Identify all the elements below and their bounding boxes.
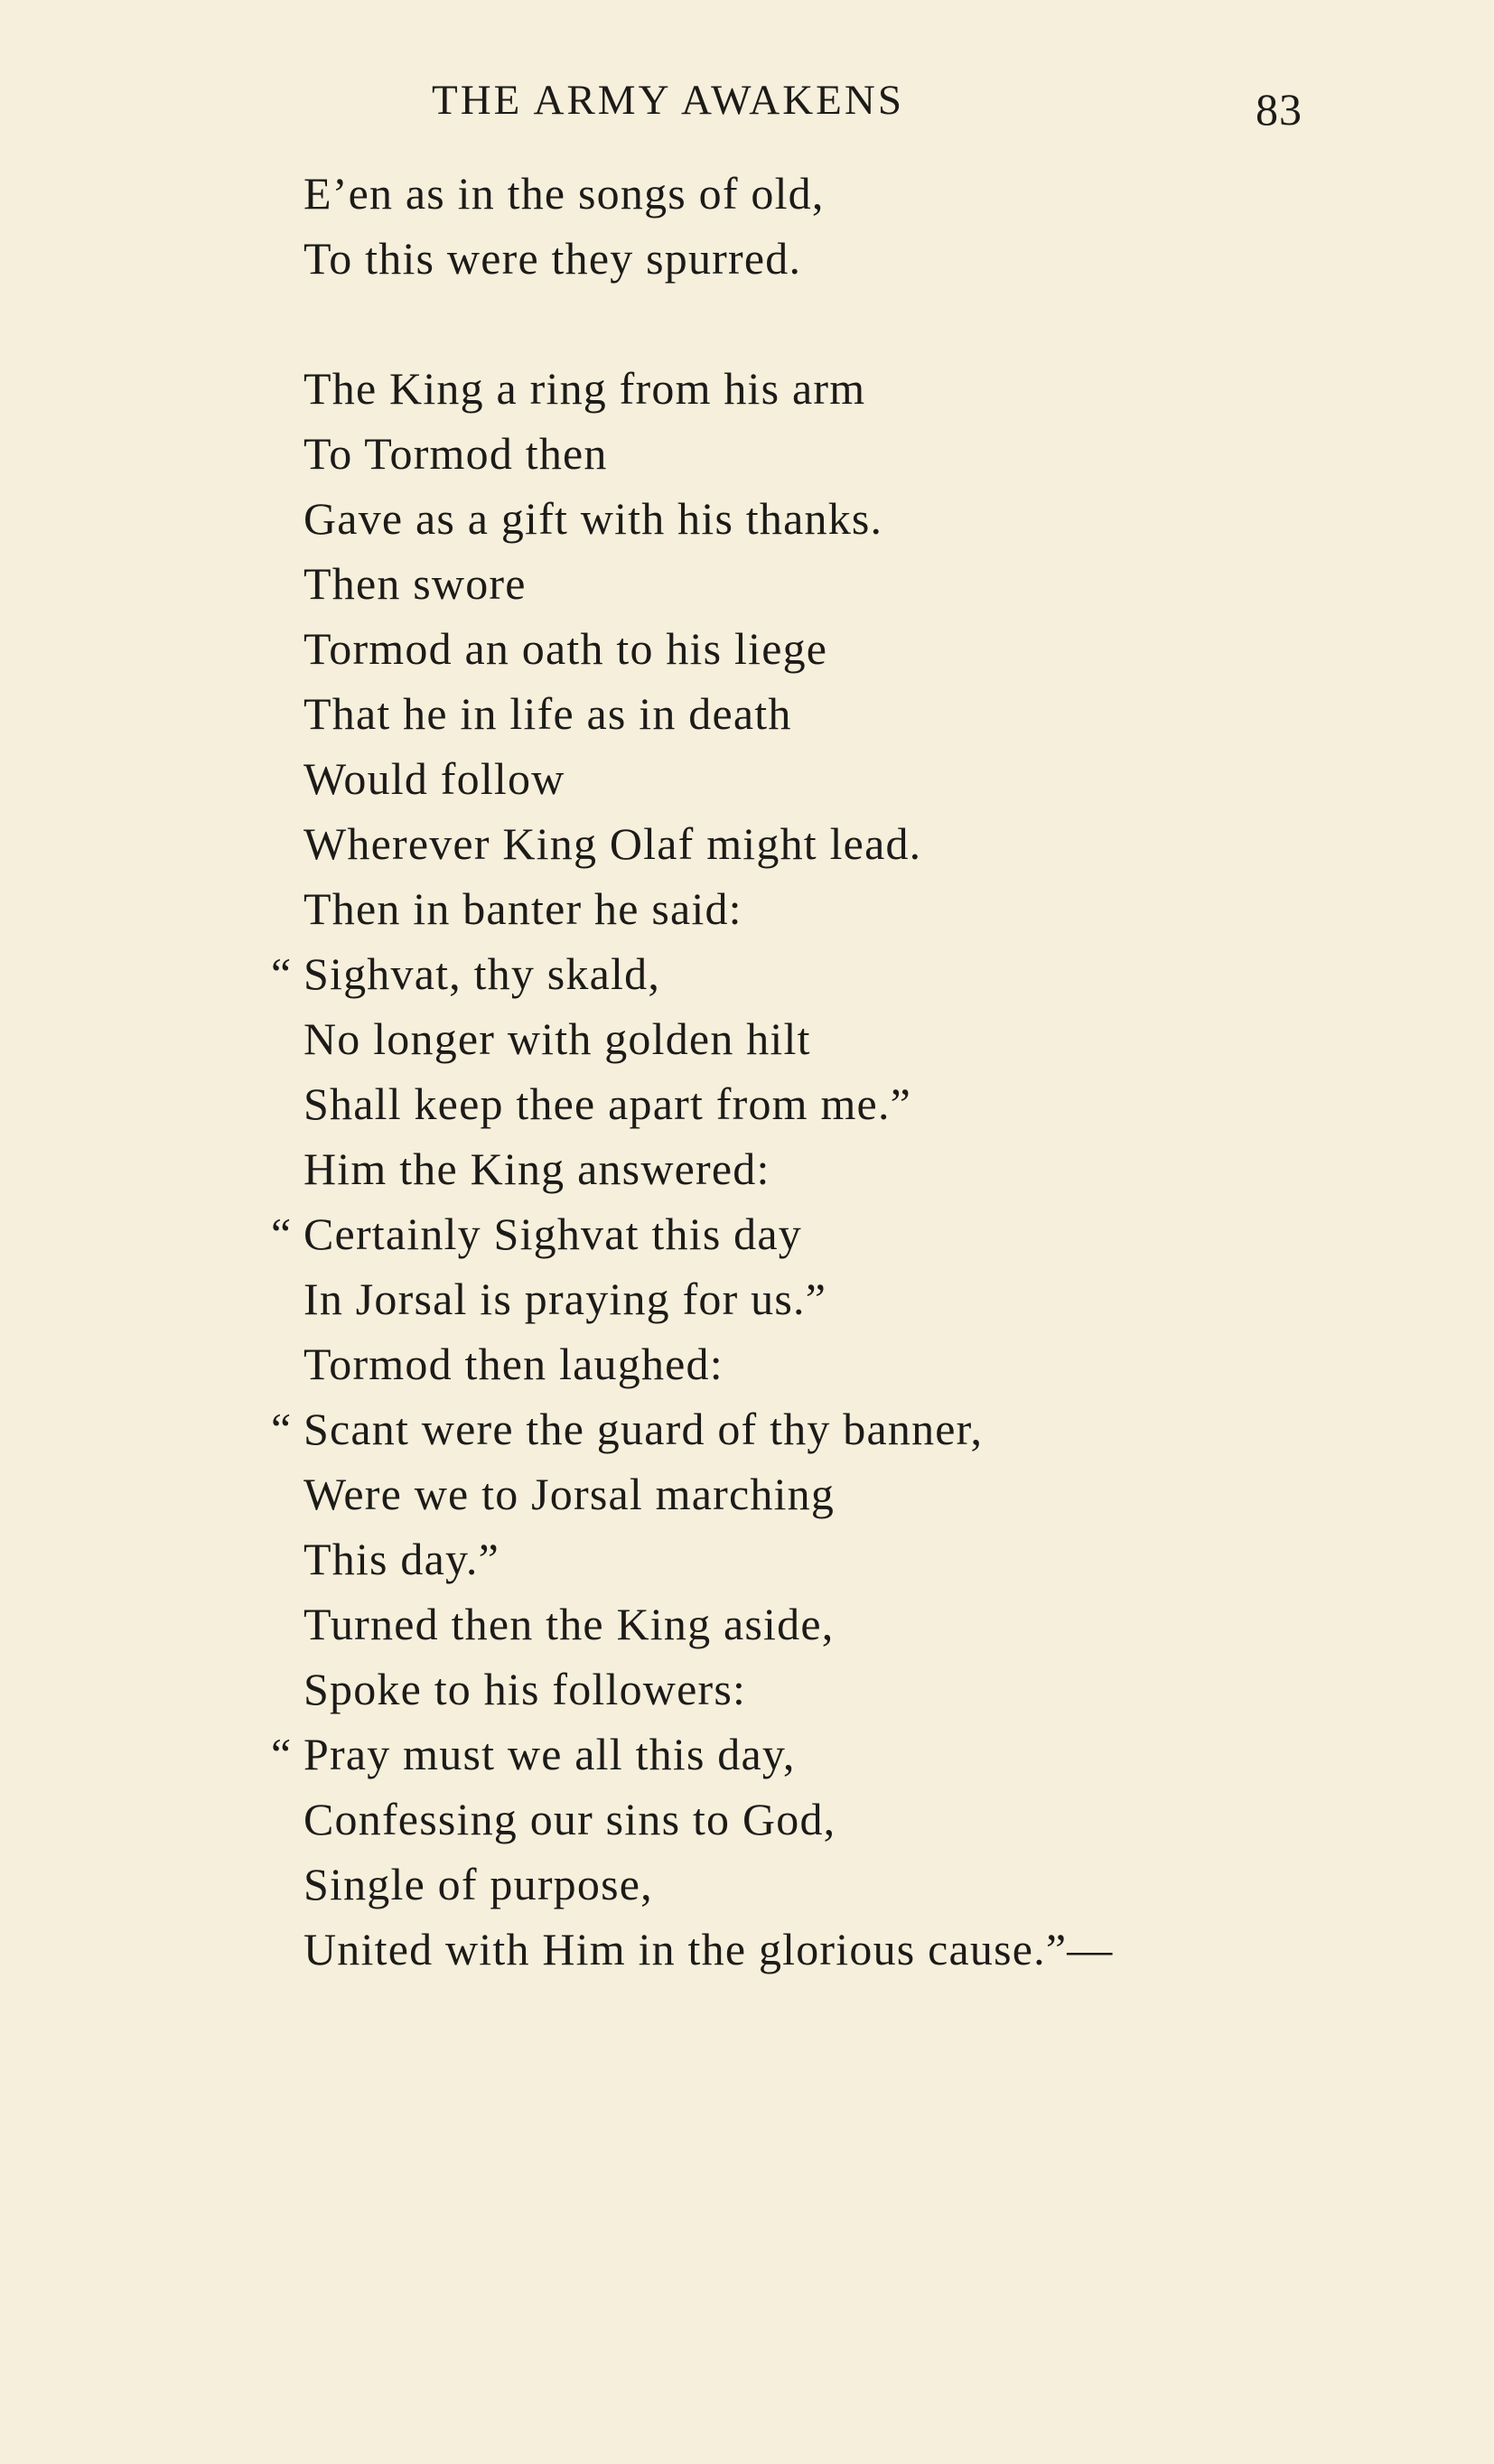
verse-line (271, 1591, 1355, 1657)
verse-line (271, 1006, 1355, 1071)
verse-line (271, 1071, 1355, 1136)
line-text: Tormod an oath to his liege (303, 623, 828, 674)
verse-line (271, 1917, 1355, 1982)
line-text: United with Him in the glorious cause.”— (303, 1924, 1114, 1974)
verse-line (271, 226, 1355, 291)
verse-line (271, 161, 1355, 226)
line-text: To this were they spurred. (303, 233, 802, 284)
verse-line (271, 421, 1355, 486)
line-text: E’en as in the songs of old, (303, 168, 825, 219)
verse-line (271, 551, 1355, 616)
verse-line (271, 811, 1355, 876)
verse-line (271, 486, 1355, 551)
line-text: Certainly Sighvat this day (303, 1209, 802, 1259)
line-text: Sighvat, thy skald, (303, 948, 661, 999)
verse-line (271, 616, 1355, 681)
line-text: Shall keep thee apart from me.” (303, 1078, 912, 1129)
verse-line (271, 1722, 1355, 1787)
verse-line (271, 1526, 1355, 1591)
line-text: Then in banter he said: (303, 883, 742, 934)
line-text: Wherever King Olaf might lead. (303, 818, 922, 869)
line-text: Single of purpose, (303, 1859, 653, 1909)
verse-line (271, 356, 1355, 421)
line-text: Spoke to his followers: (303, 1664, 747, 1714)
verse-line (271, 1266, 1355, 1331)
stanza (271, 161, 1355, 291)
line-text: Were we to Jorsal marching (303, 1469, 836, 1519)
opening-quote: “ (271, 1729, 293, 1779)
verse-line (271, 1136, 1355, 1201)
line-text: Turned then the King aside, (303, 1599, 835, 1649)
line-text: Him the King answered: (303, 1143, 770, 1194)
line-text: Pray must we all this day, (303, 1729, 796, 1779)
line-text: No longer with golden hilt (303, 1013, 811, 1064)
verse-line (271, 681, 1355, 746)
line-text: This day.” (303, 1534, 500, 1584)
verse-line (271, 1852, 1355, 1917)
verse-line (271, 1331, 1355, 1396)
opening-quote: “ (271, 948, 293, 999)
verse-line (271, 1787, 1355, 1852)
line-text: The King a ring from his arm (303, 363, 866, 414)
line-text: Scant were the guard of thy banner, (303, 1404, 984, 1454)
running-head: THE ARMY AWAKENS (432, 77, 904, 124)
stanza (271, 356, 1355, 1982)
verse-line (271, 1396, 1355, 1461)
line-text: Then swore (303, 558, 527, 609)
line-text: Would follow (303, 753, 565, 804)
verse-line (271, 1461, 1355, 1526)
verse-line (271, 876, 1355, 941)
line-text: To Tormod then (303, 428, 608, 479)
opening-quote: “ (271, 1404, 293, 1454)
line-text: Gave as a gift with his thanks. (303, 493, 883, 544)
line-text: That he in life as in death (303, 688, 792, 739)
page-number: 83 (1256, 84, 1303, 135)
verse-line (271, 1201, 1355, 1266)
verse-line (271, 941, 1355, 1006)
poem-body (271, 161, 1355, 1982)
line-text: Tormod then laughed: (303, 1339, 724, 1389)
line-text: Confessing our sins to God, (303, 1794, 836, 1844)
opening-quote: “ (271, 1209, 293, 1259)
verse-line (271, 1657, 1355, 1722)
line-text: In Jorsal is praying for us.” (303, 1274, 827, 1324)
verse-line (271, 746, 1355, 811)
